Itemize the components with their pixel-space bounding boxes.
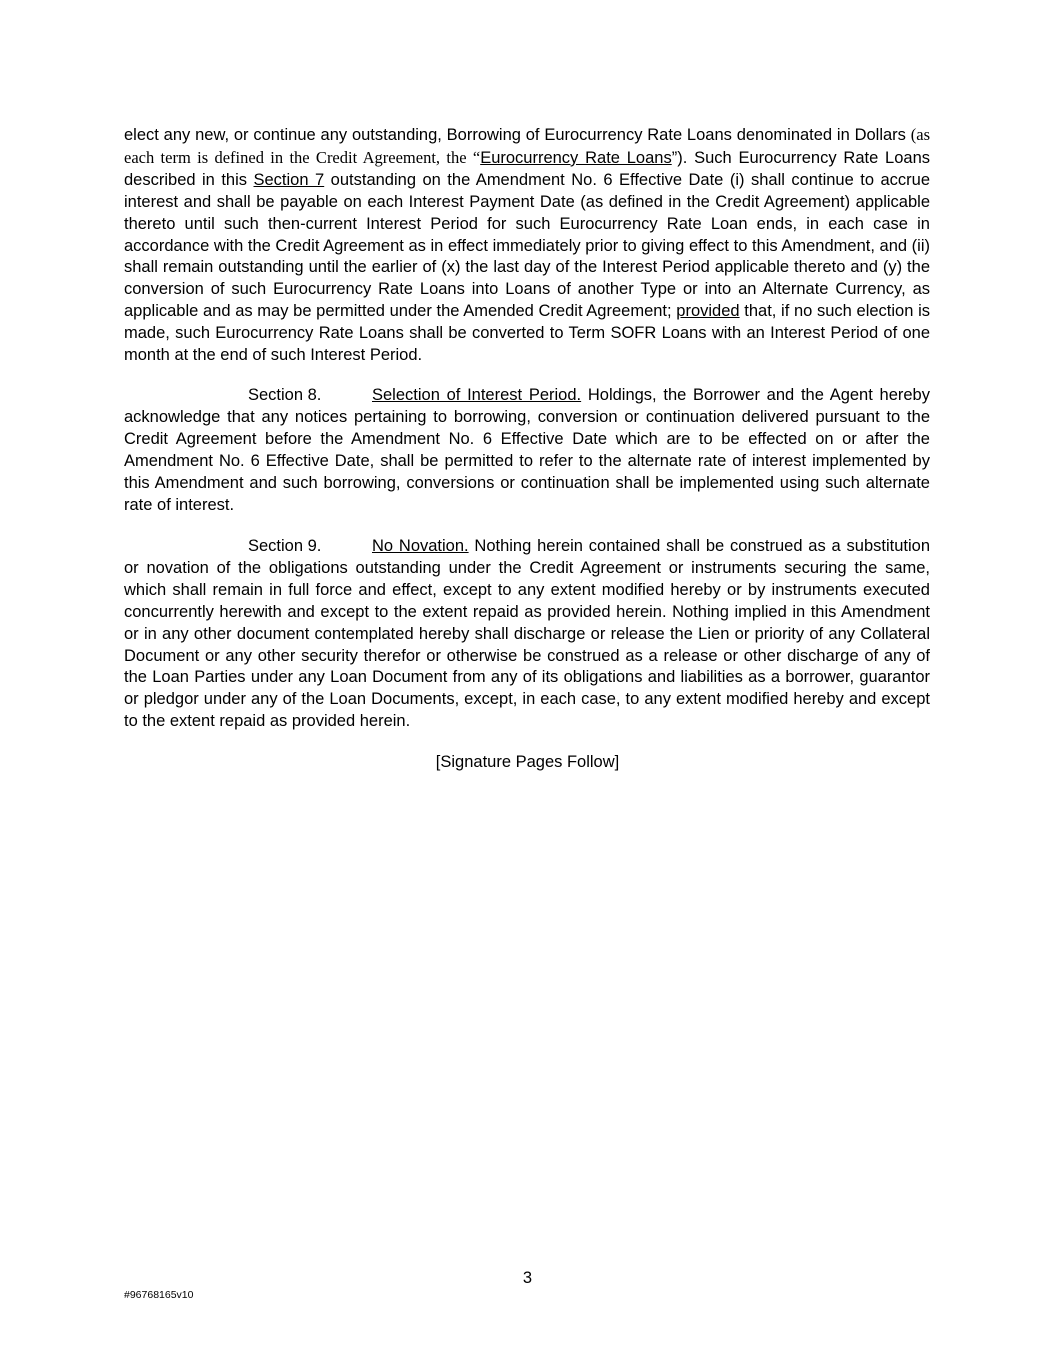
section-8-paragraph	[124, 385, 930, 516]
paragraph-text: elect any new, or continue any outstanding, Borrowing of Eurocurrency Rate Loans denominated in Dollars	[124, 126, 911, 144]
section-body: Nothing herein contained shall be construed as a substitution or novation of the obligations outstanding under the Credit Agreement or instruments securing the same, which shall remain in full force and effect, except to any extent modified hereby or by instruments executed concurrently herewith and except to the extent repaid as provided herein. Nothing implied in this Amendment or in any other document contemplated hereby shall discharge or release the Lien or priority of any Collateral Document or any other security therefor or otherwise be construed as a release or other discharge of any of the Loan Parties under any Loan Document from any of its obligations and liabilities as a borrower, guarantor or pledgor under any of the Loan Documents, except, in each case, to any extent modified hereby and except to the extent repaid as provided herein.	[124, 537, 930, 731]
page-number: 3	[522, 1269, 533, 1287]
paragraph-text: that, if no such election is made, such Eurocurrency Rate Loans shall be converted to Term SOFR Loans with an Interest Period of one month at the end of such Interest Period.	[124, 302, 930, 365]
paragraph-eurocurrency-loans	[124, 124, 930, 367]
signature-pages-note: [Signature Pages Follow]	[435, 753, 620, 771]
section-heading: Selection of Interest Period.	[372, 386, 582, 404]
paragraph-text: outstanding on the Amendment No. 6 Effective Date (i) shall continue to accrue interest and shall be payable on each Interest Payment Date (as defined in the Credit Agreement) applicable thereto until such then-current Interest Period for such Eurocurrency Rate Loan ends, in each case in accordance with the Credit Agreement as in effect immediately prior to giving effect to this Amendment, and (ii) shall remain outstanding until the earlier of (x) the last day of the Interest Period applicable thereto and (y) the conversion of such Eurocurrency Rate Loans into Loans of another Type or into an Alternate Currency, as applicable and as may be permitted under the Amended Credit Agreement;	[124, 170, 931, 321]
paragraph-text: (as each term is defined in the Credit Agreement, the “	[124, 125, 930, 167]
document-id: #96768165v10	[124, 1289, 194, 1301]
section-number: Section 8.	[248, 386, 322, 404]
proviso-term: provided	[676, 302, 740, 321]
section-heading: No Novation.	[372, 537, 469, 555]
section-9-paragraph	[124, 536, 930, 733]
section-number: Section 9.	[248, 537, 322, 555]
section-reference: Section 7	[253, 170, 325, 189]
section-body: Holdings, the Borrower and the Agent hereby acknowledge that any notices pertaining to borrowing, conversion or continuation delivered pursuant to the Credit Agreement before the Amendment No. 6 Effective Date which are to be effected on or after the Amendment No. 6 Effective Date, shall be permitted to refer to the alternate rate of interest implemented by this Amendment and such borrowing, conversions or continuation shall be implemented using such alternate rate of interest.	[124, 386, 930, 514]
defined-term: Eurocurrency Rate Loans	[480, 148, 672, 167]
paragraph-text: ”). Such Eurocurrency Rate Loans described in this	[124, 148, 931, 189]
